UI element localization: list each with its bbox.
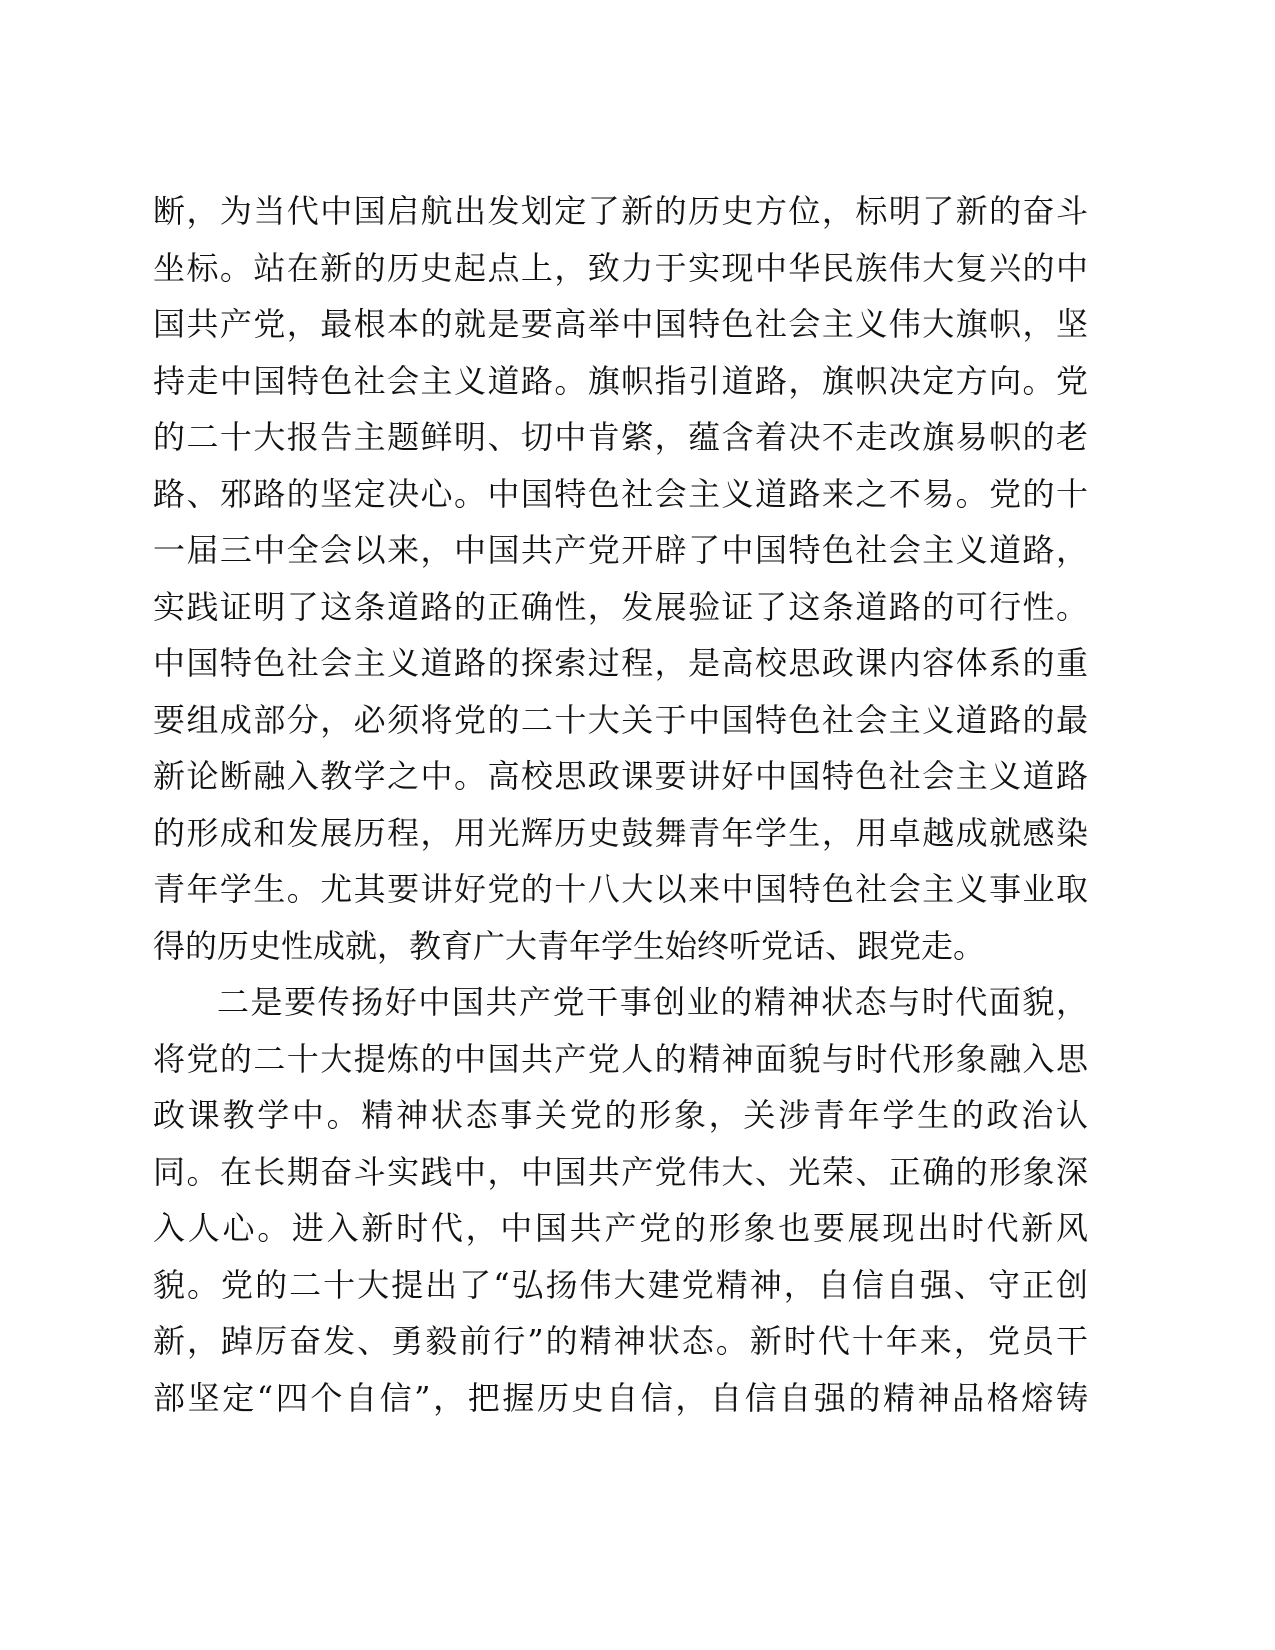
- text-line: 的形成和发展历程，用光辉历史鼓舞青年学生，用卓越成就感染: [153, 813, 1088, 852]
- text-line: 中国特色社会主义道路的探索过程，是高校思政课内容体系的重: [153, 644, 1088, 682]
- text-line: 部坚定“四个自信”，把握历史自信，自信自强的精神品格熔铸: [153, 1378, 1088, 1417]
- text-line: 路、邪路的坚定决心。中国特色社会主义道路来之不易。党的十: [153, 474, 1088, 513]
- body-text: [153, 183, 1088, 1426]
- text-line: 貌。党的二十大提出了“弘扬伟大建党精神，自信自强、守正创: [153, 1265, 1088, 1304]
- text-line: 同。在长期奋斗实践中，中国共产党伟大、光荣、正确的形象深: [153, 1152, 1088, 1191]
- text-line: 坐标。站在新的历史起点上，致力于实现中华民族伟大复兴的中: [153, 248, 1088, 287]
- text-line: 新论断融入教学之中。高校思政课要讲好中国特色社会主义道路: [153, 757, 1088, 795]
- text-line: 得的历史性成就，教育广大青年学生始终听党话、跟党走。: [153, 926, 986, 965]
- text-line: 青年学生。尤其要讲好党的十八大以来中国特色社会主义事业取: [153, 870, 1088, 908]
- text-line: 要组成部分，必须将党的二十大关于中国特色社会主义道路的最: [153, 700, 1088, 739]
- text-line: 断，为当代中国启航出发划定了新的历史方位，标明了新的奋斗: [153, 192, 1088, 230]
- paragraph-1: [153, 183, 1088, 974]
- text-line: 政课教学中。精神状态事关党的形象，关涉青年学生的政治认: [153, 1096, 1088, 1134]
- text-line: 一届三中全会以来，中国共产党开辟了中国特色社会主义道路，: [153, 531, 1088, 569]
- text-line: 的二十大报告主题鲜明、切中肯綮，蕴含着决不走改旗易帜的老: [153, 418, 1088, 456]
- paragraph-2: [153, 974, 1088, 1426]
- text-line: 二是要传扬好中国共产党干事创业的精神状态与时代面貌，: [217, 983, 1088, 1021]
- text-line: 实践证明了这条道路的正确性，发展验证了这条道路的可行性。: [153, 587, 1088, 626]
- text-line: 入人心。进入新时代，中国共产党的形象也要展现出时代新风: [153, 1209, 1088, 1247]
- text-line: 新，踔厉奋发、勇毅前行”的精神状态。新时代十年来，党员干: [153, 1322, 1088, 1360]
- text-line: 国共产党，最根本的就是要高举中国特色社会主义伟大旗帜，坚: [153, 305, 1088, 343]
- text-line: 持走中国特色社会主义道路。旗帜指引道路，旗帜决定方向。党: [153, 361, 1088, 400]
- text-line: 将党的二十大提炼的中国共产党人的精神面貌与时代形象融入思: [153, 1039, 1088, 1078]
